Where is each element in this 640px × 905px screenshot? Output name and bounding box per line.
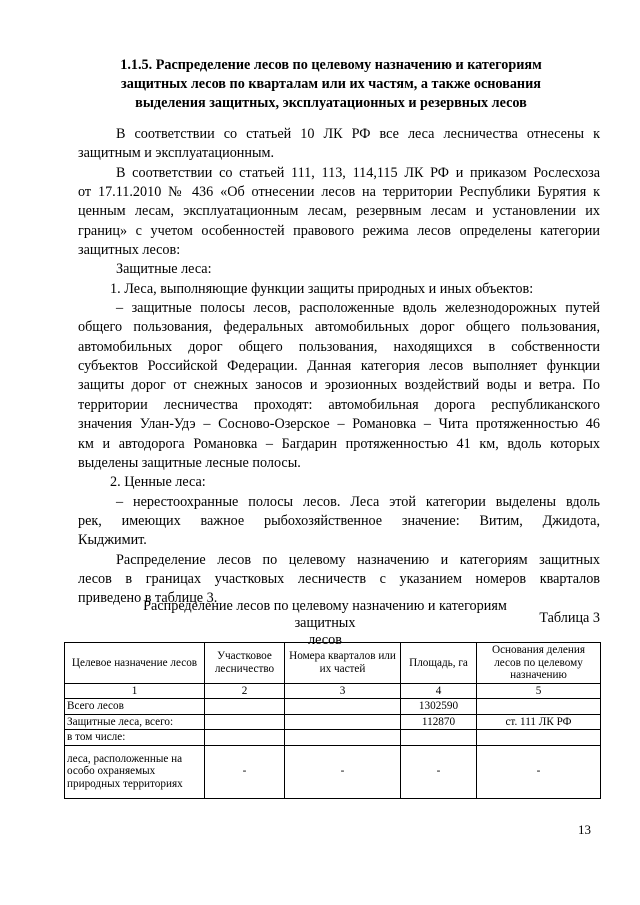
heading-line: 1.1.5. Распределение лесов по целевому назначению и категориям bbox=[120, 57, 542, 73]
table-cell: 112870 bbox=[401, 714, 477, 730]
column-number: 3 bbox=[285, 683, 401, 699]
table-cell: - bbox=[477, 745, 601, 798]
paragraph-line: защитным и эксплуатационным. bbox=[78, 145, 275, 162]
paragraph-line: км и автодорога Романовка – Багдарин протяженностью 41 км, вдоль которых bbox=[78, 435, 600, 452]
paragraph-line: ценным лесам, эксплуатационным лесам, резервным лесам и установлении их bbox=[78, 203, 600, 220]
table-cell: леса, расположенные на особо охраняемых природных территориях bbox=[65, 745, 205, 798]
paragraph-line: защиты дорог от снежных заносов и эрозионных воздействий воды и ветра. По bbox=[78, 377, 600, 394]
table-cell: Всего лесов bbox=[65, 699, 205, 715]
heading-line: защитных лесов по кварталам или их частям, а также основания bbox=[121, 76, 541, 92]
table-cell bbox=[401, 730, 477, 746]
table-cell bbox=[205, 699, 285, 715]
table-row bbox=[65, 745, 601, 798]
table-cell bbox=[205, 730, 285, 746]
caption-line: лесов bbox=[308, 632, 342, 648]
column-number: 5 bbox=[477, 683, 601, 699]
paragraph-line: Защитные леса: bbox=[116, 261, 212, 278]
paragraph-line: от 17.11.2010 № 436 «Об отнесении лесов на территории Республики Бурятия к bbox=[78, 184, 600, 201]
table-cell: - bbox=[401, 745, 477, 798]
table-cell: - bbox=[205, 745, 285, 798]
paragraph-line: автомобильных дорог общего пользования, находящихся в собственности bbox=[78, 338, 600, 355]
table-label: Таблица 3 bbox=[539, 609, 600, 626]
table-cell bbox=[285, 699, 401, 715]
table-cell: ст. 111 ЛК РФ bbox=[477, 714, 601, 730]
table-row bbox=[65, 714, 601, 730]
body-text bbox=[78, 125, 600, 628]
column-number: 1 bbox=[65, 683, 205, 699]
table-cell bbox=[477, 730, 601, 746]
paragraph-line: – нерестоохранные полосы лесов. Леса этой категории выделены вдоль bbox=[116, 493, 600, 510]
page-number: 13 bbox=[578, 822, 591, 837]
table-row bbox=[65, 699, 601, 715]
caption-line: Распределение лесов по целевому назначению и категориям защитных bbox=[143, 598, 507, 631]
table-header-cell: Площадь, га bbox=[401, 643, 477, 684]
paragraph-line: защитных лесов: bbox=[78, 242, 181, 259]
paragraph-line: Распределение лесов по целевому назначению и категориям защитных bbox=[116, 551, 600, 568]
table-cell bbox=[205, 714, 285, 730]
paragraph-line: границ» с учетом особенностей правового режима лесов определены категории bbox=[78, 222, 600, 239]
distribution-table bbox=[64, 642, 601, 799]
table-cell: - bbox=[285, 745, 401, 798]
table-header-cell: Целевое назначение лесов bbox=[65, 643, 205, 684]
section-heading bbox=[96, 56, 566, 113]
heading-line: выделения защитных, эксплуатационных и резервных лесов bbox=[135, 95, 527, 111]
paragraph-line: значения Улан-Удэ – Сосново-Озерское – Романовка – Чита протяженностью 46 bbox=[78, 416, 600, 433]
paragraph-line: Кыджимит. bbox=[78, 532, 147, 549]
table-header-cell: Участковое лесничество bbox=[205, 643, 285, 684]
table-row bbox=[65, 730, 601, 746]
table-header-cell: Номера кварталов или их частей bbox=[285, 643, 401, 684]
column-number: 2 bbox=[205, 683, 285, 699]
paragraph-line: В соответствии со статьей 111, 113, 114,115 ЛК РФ и приказом Рослесхоза bbox=[116, 164, 600, 181]
paragraph-line: общего пользования, федеральных автомобильных дорог общего пользования, bbox=[78, 319, 600, 336]
paragraph-line: рек, имеющих важное рыбохозяйственное значение: Витим, Джидота, bbox=[78, 512, 600, 529]
table-header-cell: Основания деления лесов по целевому назначению bbox=[477, 643, 601, 684]
table-cell bbox=[477, 699, 601, 715]
table-header-row bbox=[65, 643, 601, 684]
paragraph-line: 1. Леса, выполняющие функции защиты природных и иных объектов: bbox=[110, 280, 534, 297]
table-cell bbox=[285, 730, 401, 746]
column-number-row bbox=[65, 683, 601, 699]
paragraph-line: В соответствии со статьей 10 ЛК РФ все леса лесничества отнесены к bbox=[116, 126, 600, 142]
paragraph-line: субъектов Российской Федерации. Данная категория лесов выполняет функции bbox=[78, 358, 600, 375]
paragraph-line: – защитные полосы лесов, расположенные вдоль железнодорожных путей bbox=[116, 300, 600, 317]
paragraph-line: 2. Ценные леса: bbox=[110, 474, 206, 491]
table-cell: Защитные леса, всего: bbox=[65, 714, 205, 730]
paragraph-line: приведено в таблице 3. bbox=[78, 590, 218, 607]
column-number: 4 bbox=[401, 683, 477, 699]
table-cell bbox=[285, 714, 401, 730]
table-cell: в том числе: bbox=[65, 730, 205, 746]
paragraph-line: выделены защитные лесные полосы. bbox=[78, 454, 301, 471]
paragraph-line: территории лесничества проходят: автомобильная дорога республиканского bbox=[78, 396, 600, 413]
table-cell: 1302590 bbox=[401, 699, 477, 715]
paragraph-line: лесов в границах участковых лесничеств с указанием номеров кварталов bbox=[78, 570, 600, 587]
